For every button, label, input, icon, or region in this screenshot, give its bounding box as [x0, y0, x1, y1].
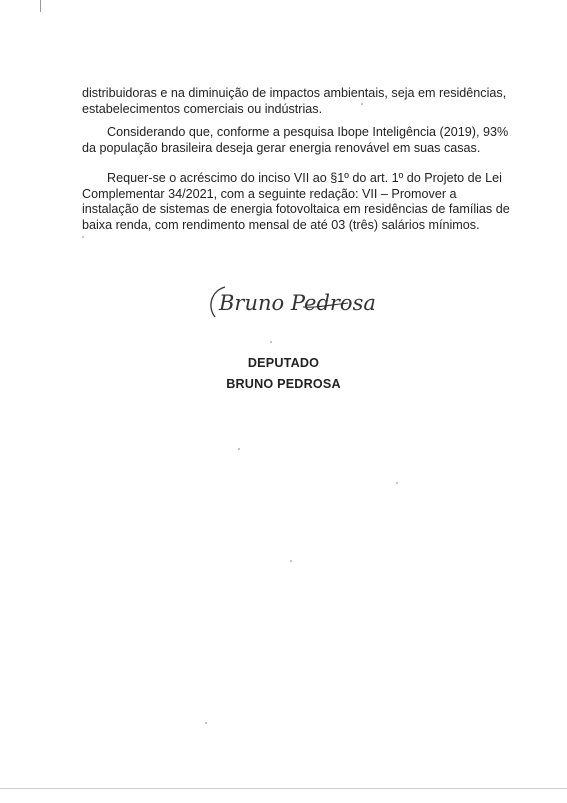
signer-title: DEPUTADO: [247, 356, 320, 370]
paragraph-environmental-impact: [82, 86, 507, 117]
scan-speck: [361, 103, 363, 105]
paragraph-amendment-request: [82, 171, 510, 233]
scan-speck: [205, 722, 207, 724]
paragraph-line: Requer-se o acréscimo do inciso VII ao §1º do art. 1º do Projeto de Lei: [107, 171, 502, 185]
scan-speck: [238, 448, 240, 450]
signer-name: BRUNO PEDROSA: [226, 377, 341, 391]
signature-drawing: [205, 277, 376, 327]
paragraph-line: Considerando que, conforme a pesquisa Ibope Inteligência (2019), 93%: [107, 125, 509, 139]
scan-bottom-edge: [0, 788, 567, 789]
scan-speck: [396, 482, 398, 484]
scan-edge-mark: [40, 0, 41, 12]
paragraph-line: Complementar 34/2021, com a seguinte redação: VII – Promover a: [82, 186, 457, 201]
signature-script: Bruno Pedrosa: [219, 291, 376, 315]
scan-speck: [82, 236, 84, 238]
paragraph-survey: [82, 125, 509, 156]
scan-speck: [270, 341, 272, 343]
paragraph-line: baixa renda, com rendimento mensal de até 03 (três) salários mínimos.: [82, 217, 480, 232]
handwritten-signature: [205, 277, 376, 327]
paragraph-line: da população brasileira deseja gerar energia renovável em suas casas.: [82, 140, 481, 155]
paragraph-line: distribuidoras e na diminuição de impactos ambientais, seja em residências,: [82, 86, 507, 100]
paragraph-line: instalação de sistemas de energia fotovoltaica em residências de famílias de: [82, 202, 510, 216]
paragraph-line: estabelecimentos comerciais ou indústrias.: [82, 101, 323, 116]
scan-speck: [290, 560, 292, 562]
